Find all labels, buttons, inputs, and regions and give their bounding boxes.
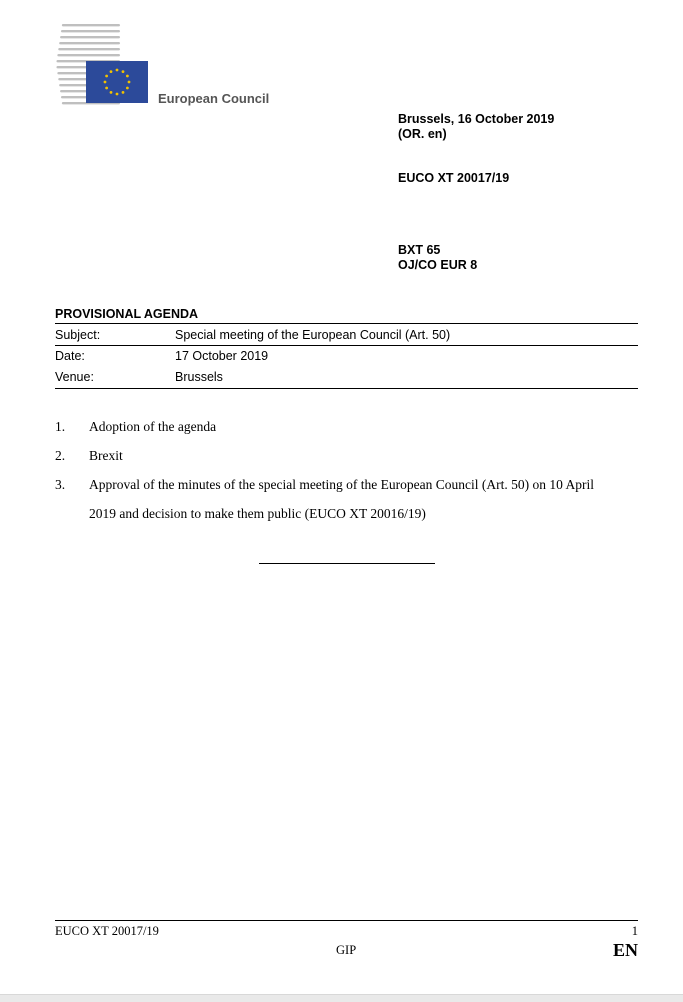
- footer-doc-ref: EUCO XT 20017/19: [55, 924, 159, 938]
- agenda-item: [55, 441, 615, 470]
- eu-star: [126, 87, 129, 90]
- footer-department: GIP: [336, 943, 357, 957]
- logo-stripe: [58, 48, 120, 50]
- table-rule-top: [55, 323, 638, 324]
- subject-value: Special meeting of the European Council (Art. 50): [175, 328, 451, 342]
- eu-star: [105, 75, 108, 78]
- date-line: Brussels, 16 October 2019: [398, 112, 555, 126]
- eu-star: [105, 87, 108, 90]
- footer-page-number: 1: [631, 924, 638, 938]
- eu-star: [128, 81, 131, 84]
- code-ojco: OJ/CO EUR 8: [398, 258, 478, 272]
- logo-stripe: [61, 30, 120, 32]
- eu-star: [126, 75, 129, 78]
- agenda-item-number: 2.: [55, 448, 66, 463]
- logo-stripe: [62, 24, 120, 26]
- agenda-item-text: Brexit: [89, 448, 123, 463]
- agenda-item-number: 1.: [55, 419, 66, 434]
- eu-star: [110, 70, 113, 73]
- eu-star: [116, 69, 119, 72]
- logo-stripe: [59, 42, 120, 44]
- subject-row: [55, 325, 638, 346]
- agenda-item: [55, 412, 615, 441]
- logo-stripe: [60, 36, 120, 38]
- footer-language: EN: [612, 940, 638, 960]
- venue-value: Brussels: [175, 370, 223, 384]
- date-row: [55, 346, 638, 367]
- document-date-block: [398, 112, 554, 142]
- subject-label: Subject:: [55, 328, 101, 342]
- document-reference: EUCO XT 20017/19: [398, 171, 510, 185]
- agenda-item-text: Approval of the minutes of the special meeting of the European Council (Art. 50) on 10 April 2019 and decision to make them public (EUCO XT 20016/19): [89, 477, 595, 521]
- logo-stripe: [57, 54, 120, 56]
- eu-star: [104, 81, 107, 84]
- agenda-item-number: 3.: [55, 477, 66, 492]
- eu-star: [122, 91, 125, 94]
- agenda-title: PROVISIONAL AGENDA: [55, 307, 199, 321]
- end-divider: [259, 563, 435, 564]
- table-rule-bottom: [55, 388, 638, 389]
- venue-row: [55, 367, 638, 388]
- date-label: Date:: [55, 349, 85, 363]
- venue-label: Venue:: [55, 370, 94, 384]
- eu-star: [116, 93, 119, 96]
- date-value: 17 October 2019: [175, 349, 269, 363]
- footer-rule: [55, 920, 638, 921]
- eu-flag: [86, 61, 148, 103]
- original-language: (OR. en): [398, 127, 447, 141]
- agenda-items: [55, 412, 615, 528]
- eu-star: [122, 70, 125, 73]
- organization-name: European Council: [158, 91, 270, 106]
- agenda-item: [55, 470, 615, 528]
- eu-star: [110, 91, 113, 94]
- code-bxt: BXT 65: [398, 243, 441, 257]
- document-codes: [398, 243, 477, 273]
- agenda-item-text: Adoption of the agenda: [89, 419, 217, 434]
